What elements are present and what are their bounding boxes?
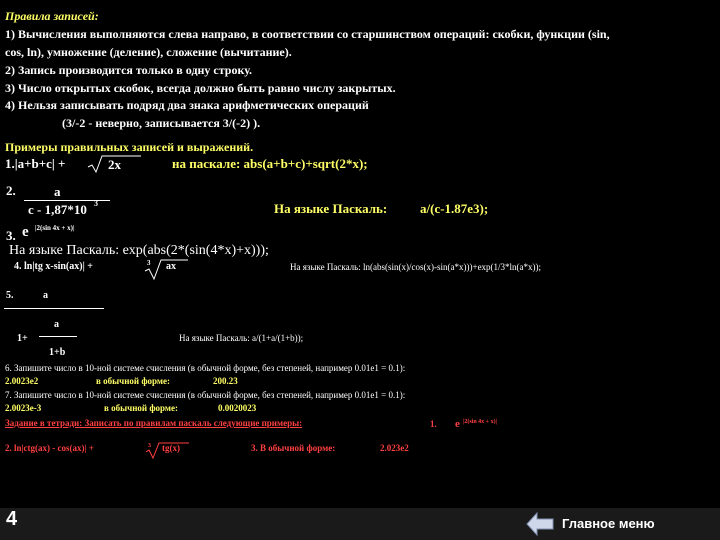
task-6-label: в обычной форме: bbox=[96, 376, 171, 386]
example-4-under-root: ax bbox=[166, 261, 176, 272]
rules-title: Правила записей: bbox=[5, 9, 99, 23]
homework-2-root-index: 3 bbox=[148, 443, 151, 449]
main-menu-link[interactable]: Главное меню bbox=[562, 516, 655, 531]
task-6-value: 2.0023e2 bbox=[5, 376, 39, 386]
rule-2: 2) Запись производится только в одну строку. bbox=[5, 63, 253, 77]
example-5-number: 5. bbox=[6, 290, 14, 301]
fraction-bar bbox=[4, 308, 104, 309]
example-2-denominator: c - 1,87*10 bbox=[28, 202, 87, 217]
example-3-e: e bbox=[22, 224, 29, 240]
example-5-one-plus: 1+ bbox=[17, 333, 28, 344]
task-7-value: 2.0023e-3 bbox=[5, 403, 42, 413]
example-4-expression: 4. ln|tg x-sin(ax)| + bbox=[14, 261, 93, 272]
example-5-numerator-a: a bbox=[43, 290, 48, 301]
example-2-numerator: a bbox=[54, 184, 61, 199]
example-4-root-index: 3 bbox=[147, 259, 151, 267]
homework-1-number: 1. bbox=[430, 419, 437, 429]
example-3-number: 3. bbox=[6, 228, 16, 243]
rule-4-line-2: (3/-2 - неверно, записывается 3/(-2) ). bbox=[62, 116, 261, 130]
homework-3-label: 3. В обычной форме: bbox=[251, 443, 336, 453]
example-2-exponent: 3 bbox=[94, 199, 98, 208]
example-5-pascal: На языке Паскаль: a/(1+a/(1+b)); bbox=[179, 333, 304, 343]
example-1-under-root: 2x bbox=[108, 157, 121, 172]
page-number: 4 bbox=[6, 508, 18, 530]
rule-3: 3) Число открытых скобок, всегда должно быть равно числу закрытых. bbox=[5, 81, 396, 95]
homework-2-expression: 2. ln|ctg(ax) - cos(ax)| + bbox=[5, 443, 94, 453]
homework-3-value: 2.023e2 bbox=[380, 443, 409, 453]
example-4-pascal: На языке Паскаль: ln(abs(sin(x)/cos(x)-sin(a*x)))+exp(1/3*ln(a*x)); bbox=[290, 262, 542, 272]
example-3-exponent: |2(sin 4x + x)| bbox=[35, 224, 75, 232]
rule-1-line-1: 1) Вычисления выполняются слева направо, в соответствии со старшинством операций: скобки, функции (sin, bbox=[5, 27, 610, 41]
examples-title: Примеры правильных записей и выражений. bbox=[5, 140, 254, 154]
homework-2-under-root: tg(x) bbox=[162, 443, 180, 453]
homework-1-exponent: |2(sin 4x + x)| bbox=[463, 419, 497, 425]
example-5-inner-a: a bbox=[54, 319, 59, 330]
task-7-label: в обычной форме: bbox=[104, 403, 179, 413]
example-1-pascal: на паскале: abs(a+b+c)+sqrt(2*x); bbox=[172, 156, 368, 171]
homework-1-e: e bbox=[455, 418, 460, 430]
task-6-answer: 200.23 bbox=[213, 376, 238, 386]
task-7-answer: 0.0020023 bbox=[218, 403, 257, 413]
task-6-text: 6. Запишите число в 10-ной системе счисления (в обычной форме, без степеней, например 0.01е1 = 0.1): bbox=[5, 363, 406, 373]
rule-1-line-2: cos, ln), умножение (деление), сложение (вычитание). bbox=[5, 45, 292, 59]
example-3-pascal: На языке Паскаль: exp(abs(2*(sin(4*x)+x))); bbox=[9, 243, 269, 258]
rule-4-line-1: 4) Нельзя записывать подряд два знака арифметических операций bbox=[5, 98, 369, 112]
example-2-pascal-label: На языке Паскаль: bbox=[274, 201, 388, 216]
fraction-bar bbox=[39, 336, 77, 337]
homework-title: Задание в тетради: Записать по правилам паскаль следующие примеры: bbox=[5, 418, 303, 428]
example-1-expression: 1.|a+b+c| + bbox=[5, 156, 66, 171]
task-7-text: 7. Запишите число в 10-ной системе счисления (в обычной форме, без степеней, например 0.01е1 = 0.1): bbox=[5, 390, 406, 400]
example-2-pascal: a/(c-1.87e3); bbox=[420, 201, 489, 216]
back-arrow-button[interactable] bbox=[525, 510, 555, 538]
example-2-number: 2. bbox=[6, 183, 16, 198]
example-5-one-plus-b: 1+b bbox=[49, 347, 66, 358]
